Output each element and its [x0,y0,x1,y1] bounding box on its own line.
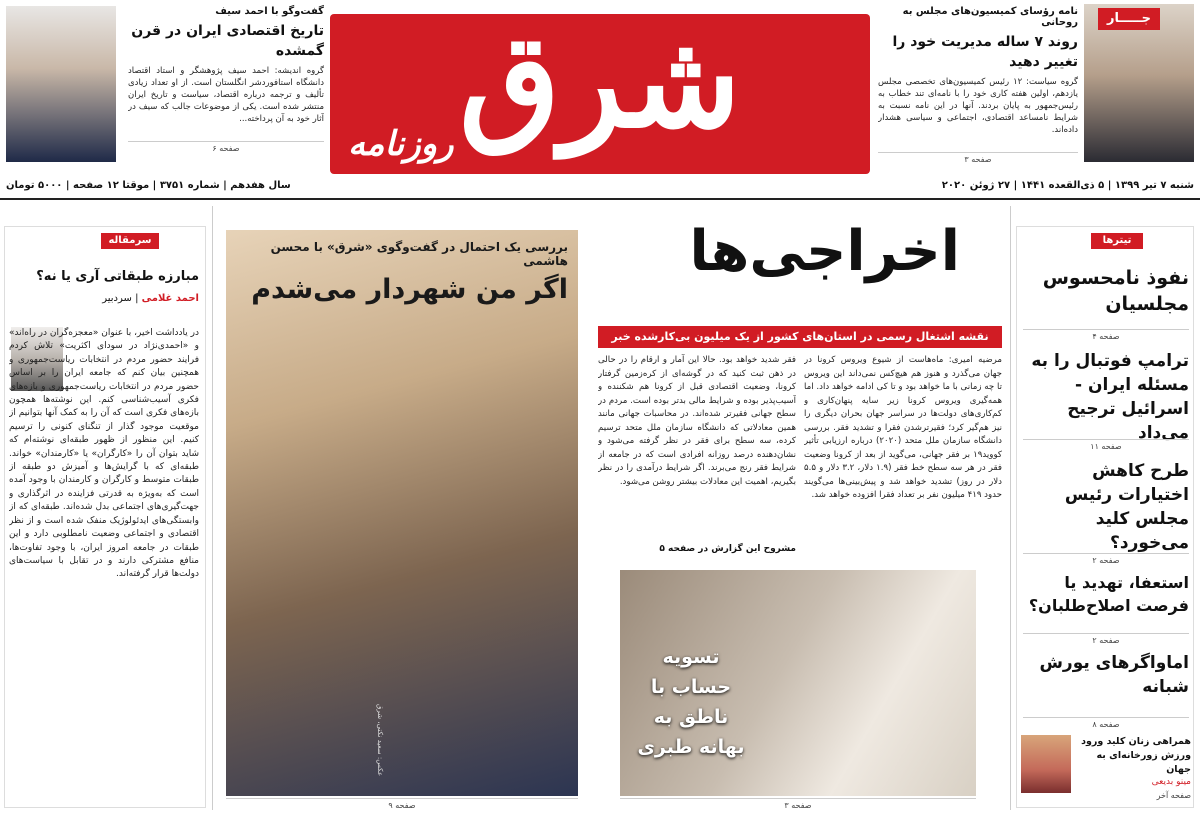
bottom-teaser[interactable] [1021,731,1191,805]
byline-separator: | [131,293,139,304]
hashemi-kicker: بررسی یک احتمال در گفت‌وگوی «شرق» با محسن هاشمی [270,240,568,268]
brief-item[interactable] [1023,571,1189,617]
top-right-teaser[interactable] [878,6,1078,176]
main-story [596,210,1004,570]
page-ref: صفحه آخر [1156,791,1191,800]
brief-item[interactable] [1023,265,1189,317]
nategh-story[interactable] [620,570,976,796]
teaser-kicker: گفت‌وگو با احمد سیف [215,6,324,17]
teaser-lead: گروه سیاست: ۱۲ رئیس کمیسیون‌های تخصصی مجلس یازدهم، اولین هفته کاری خود را با نامه‌ای تند خطاب به رئیس‌جمهور به پایان بردند. آنها در این نامه نسبت به شرایط نامساعد اقتصادی، اجتماعی و سیاسی هشدار داده‌اند. [878,77,1078,135]
bottom-teaser-headline: همراهی زنان کلید ورود ورزش زورخانه‌ای به جهان [1081,736,1191,775]
brief-item[interactable] [1023,651,1189,699]
teaser-headline: روند ۷ ساله مدیریت خود را تغییر دهید [892,34,1078,70]
column-divider [1010,206,1011,810]
logo-subtitle: روزنامه [348,124,454,164]
page-ref: صفحه ۱۱ [1023,439,1189,451]
briefs-badge: تیترها [1091,233,1143,249]
minoo-badiei-photo [1021,735,1071,793]
main-col-left: فقر شدید خواهد بود. حالا این آمار و ارقام را در حالی در ذهن ثبت کنید که در گوشه‌ای از کره‌زمین گرفتار کرونا، وضعیت اقتصادی قبل از کرونا هم شکننده و آسیب‌پذیر بوده و شرایط مالی بدتر بوده است. مردم در سطح جهانی فقیرتر شده‌اند. در محاسبات جهانی مانند همین معادلاتی که دانشگاه سازمان ملل متحد ترسیم کرده، سه سطح برای فقر در نظر گرفته می‌شود و نشان‌دهنده درصد روزانه افرادی است که در جامعه از شرایط فقر رنج می‌برند. اگر شرایط درآمدی را در نظر بگیریم، اهمیت این معادلات بیشتر روشن می‌شود. [598,355,796,487]
main-col-right: مرضیه امیری: ماه‌هاست از شیوع ویروس کرونا در جهان می‌گذرد و هنوز هم هیچ‌کس نمی‌داند این ویروس تا چه زمانی با ما خواهد بود و تا کی ادامه خواهد داد. اما همه‌گیری ویروس کرونا زیر سایه پنهان‌کاری و کم‌کاری‌های دولت‌ها در سراسر جهان بحران دیگری را نیز هم‌گیر کرد؛ فقیرترشدن فقرا و تشدید فقر. بررسی دانشگاه سازمان ملل متحد (۲۰۲۰) درباره ارزیابی تأثیر کووید۱۹ بر فقر جهانی، می‌گوید از بعد از کرونا وضعیت فقر در هر سه سطح خط فقر (۱.۹ دلار، ۳.۲ دلار و ۵.۵ دلار در روز) تشدید خواهد شد و پیش‌بینی‌ها می‌گویند حدود ۴۱۹ میلیون نفر بر تعداد فقرا افزوده خواهد شد. [804,355,1002,500]
masthead [0,0,1200,200]
page-ref: صفحه ۸ [1023,717,1189,729]
editorial-body: در یادداشت اخیر، با عنوان «معجزه‌گران در راه‌اند» و «احمدی‌نژاد در سودای اکثریت» تلاش کردم فرایند حضور مردم در انتخابات ریاست‌جمهوری و همچنین بیان کنم که جامعه ایران را بر اساس حضور مردم در انتخابات ریاست‌جمهوری و بازه‌های فکری آسیب‌شناسی کنم. این نوشته‌ها همچون بازه‌های فکری است که آن را به کمک آنها بتوانیم از موقعیت موجود گذار از تنگنای کنونی را ترسیم کنیم. این منظور از ظهور طبقه‌ای نوشته‌ام که شاید بتوان آن را «کارگران» یا «کارمندان» خواند. طبقه‌ای که با گرایش‌ها و آمیزش دو طبقه از طبقات متوسط و کارگران و کارمندان با وجود آمده است که به‌ویژه به قدرتی فزاینده در اثرگذاری و جهت‌گیری‌های اجتماعی بدل شده‌اند. طبقه‌ای که از وابستگی‌های ایدئولوژیک منفک شده است و از نظر اقتصادی و اجتماعی وضعیت نامطلوبی دارد و این طبقات در جامعه امروز ایران، با وجود تفاوت‌ها، منافع مشترکی دارند و در تقابل با سیاست‌های دولت‌ها قرار گرفته‌اند. [9,328,199,580]
main-continued[interactable]: مشروح این گزارش در صفحه ۵ [659,544,796,554]
main-headline[interactable]: اخراجی‌ها [689,219,960,284]
brief-headline: طرح کاهش اختیارات رئیس مجلس کلید می‌خورد؟ [1064,461,1189,553]
logo-text: شرق [459,4,741,157]
top-left-teaser[interactable] [128,6,324,176]
brief-item[interactable] [1023,459,1189,555]
page-ref: صفحه ۲ [1023,633,1189,645]
brief-headline: اماواگرهای یورش شبانه [1039,653,1189,697]
jar-badge: جـــــار [1098,8,1160,30]
ahmad-seif-photo [6,6,116,162]
page-ref: صفحه ۹ [226,798,578,810]
teaser-headline: تاریخ اقتصادی ایران در قرن گمشده [131,23,324,59]
page-ref: صفحه ۳ [878,152,1078,164]
nategh-headline: تسویه حساب با ناطق به بهانه طبری [637,646,745,758]
brief-item[interactable] [1023,349,1189,445]
logo-block [330,4,870,174]
column-divider [212,206,213,810]
teaser-kicker: نامه رؤسای کمیسیون‌های مجلس به روحانی [902,6,1078,28]
teaser-lead: گروه اندیشه: احمد سیف پژوهشگر و استاد اقتصاد دانشگاه استافوردشر انگلستان است. از او تعداد زیادی تألیف و ترجمه درباره اقتصاد، سیاست و تاریخ ایران منتشر شده است. یکی از موضوعات جالب که سیف در آثار خود به آن پرداخته... [128,66,324,124]
bottom-teaser-author: مینو بدیعی [1151,777,1191,787]
briefs-column [1016,226,1194,808]
page-ref: صفحه ۴ [1023,329,1189,341]
main-subheadline: نقشه اشتغال رسمی در استان‌های کشور از یک میلیون بی‌کارشده خبر [598,326,1002,348]
page-ref: صفحه ۲ [1023,553,1189,565]
brief-headline: استعفا، تهدید یا فرصت اصلاح‌طلبان؟ [1028,573,1189,615]
hashemi-headline: اگر من شهردار می‌شدم [251,274,568,305]
brief-headline: ترامپ فوتبال را به مسئله ایران - اسرائیل ترجیح می‌داد [1031,351,1189,443]
editorial-badge: سرمقاله [101,233,159,249]
issue-line: سال هفدهم | شماره ۳۷۵۱ | موقتا ۱۲ صفحه | ۵۰۰۰ تومان [6,180,291,191]
editorial-column [4,226,206,808]
masthead-divider [0,198,1200,200]
hashemi-story[interactable] [226,230,578,796]
editorial-byline [9,293,199,304]
editorial-author-role: سردبیر [102,293,132,304]
brief-headline: نفوذ نامحسوس مجلسیان [1042,267,1189,315]
page-ref: صفحه ۳ [620,798,976,810]
editorial-headline[interactable]: مبارزه طبقاتی آری یا نه؟ [36,269,199,284]
page-ref: صفحه ۶ [128,141,324,153]
date-line: شنبه ۷ تیر ۱۳۹۹ | ۵ ذی‌القعده ۱۴۴۱ | ۲۷ ژوئن ۲۰۲۰ [941,180,1194,191]
editorial-author[interactable]: احمد غلامی [141,293,199,304]
hashemi-photo-credit: عکس: سعید نکتی، شرق [376,703,384,776]
